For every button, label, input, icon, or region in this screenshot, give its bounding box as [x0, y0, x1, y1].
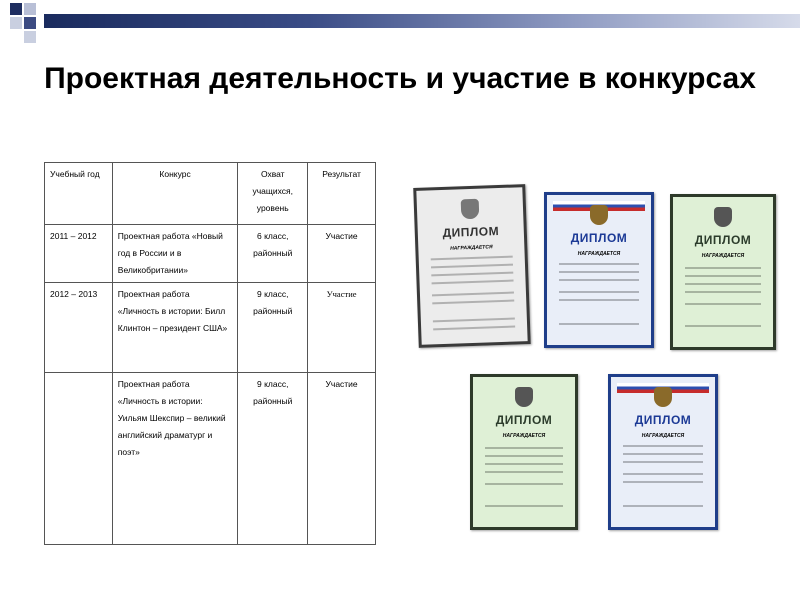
cell-scope: 9 класс, районный [238, 283, 308, 373]
cell-year: 2011 – 2012 [45, 225, 113, 283]
header-square [24, 17, 36, 29]
emblem-icon [654, 387, 672, 407]
cell-contest: Проектная работа «Личность в истории: Билл Клинтон – президент США» [112, 283, 238, 373]
emblem-icon [590, 205, 608, 225]
cell-result: Участие [308, 373, 376, 545]
header-year: Учебный год [45, 163, 113, 225]
cell-contest: Проектная работа «Личность в истории: Уильям Шекспир – великий английский драматург и поэт» [112, 373, 238, 545]
emblem-icon [714, 207, 732, 227]
header-gradient-bar [44, 14, 800, 28]
header-square [24, 3, 36, 15]
header-scope: Охват учащихся, уровень [238, 163, 308, 225]
emblem-icon [515, 387, 533, 407]
projects-table [44, 162, 376, 545]
diploma-title: ДИПЛОМ [495, 413, 553, 427]
header-result: Результат [308, 163, 376, 225]
diploma-image [544, 192, 654, 348]
diploma-image [608, 374, 718, 530]
header-square [10, 3, 22, 15]
table-header-row [45, 163, 376, 225]
header-square [24, 31, 36, 43]
cell-scope: 6 класс, районный [238, 225, 308, 283]
diploma-subtitle: НАГРАЖДАЕТСЯ [450, 244, 493, 252]
table-row [45, 373, 376, 545]
diploma-subtitle: НАГРАЖДАЕТСЯ [502, 433, 546, 439]
diploma-subtitle: НАГРАЖДАЕТСЯ [641, 433, 685, 439]
diploma-title: ДИПЛОМ [694, 233, 752, 247]
diploma-title: ДИПЛОМ [634, 413, 692, 427]
diploma-image [413, 184, 531, 348]
diploma-image [470, 374, 578, 530]
header-square [10, 17, 22, 29]
diploma-title: ДИПЛОМ [570, 231, 628, 245]
diploma-title: ДИПЛОМ [442, 224, 500, 241]
diploma-subtitle: НАГРАЖДАЕТСЯ [577, 251, 621, 257]
cell-year [45, 373, 113, 545]
cell-year: 2012 – 2013 [45, 283, 113, 373]
emblem-icon [461, 199, 480, 220]
slide-title: Проектная деятельность и участие в конкурсах [44, 62, 756, 95]
cell-result: Участие [308, 283, 376, 373]
cell-contest: Проектная работа «Новый год в России и в Великобритании» [112, 225, 238, 283]
diploma-subtitle: НАГРАЖДАЕТСЯ [701, 253, 745, 259]
table-row [45, 225, 376, 283]
cell-scope: 9 класс, районный [238, 373, 308, 545]
diploma-image [670, 194, 776, 350]
table-row [45, 283, 376, 373]
cell-result: Участие [308, 225, 376, 283]
header-contest: Конкурс [112, 163, 238, 225]
